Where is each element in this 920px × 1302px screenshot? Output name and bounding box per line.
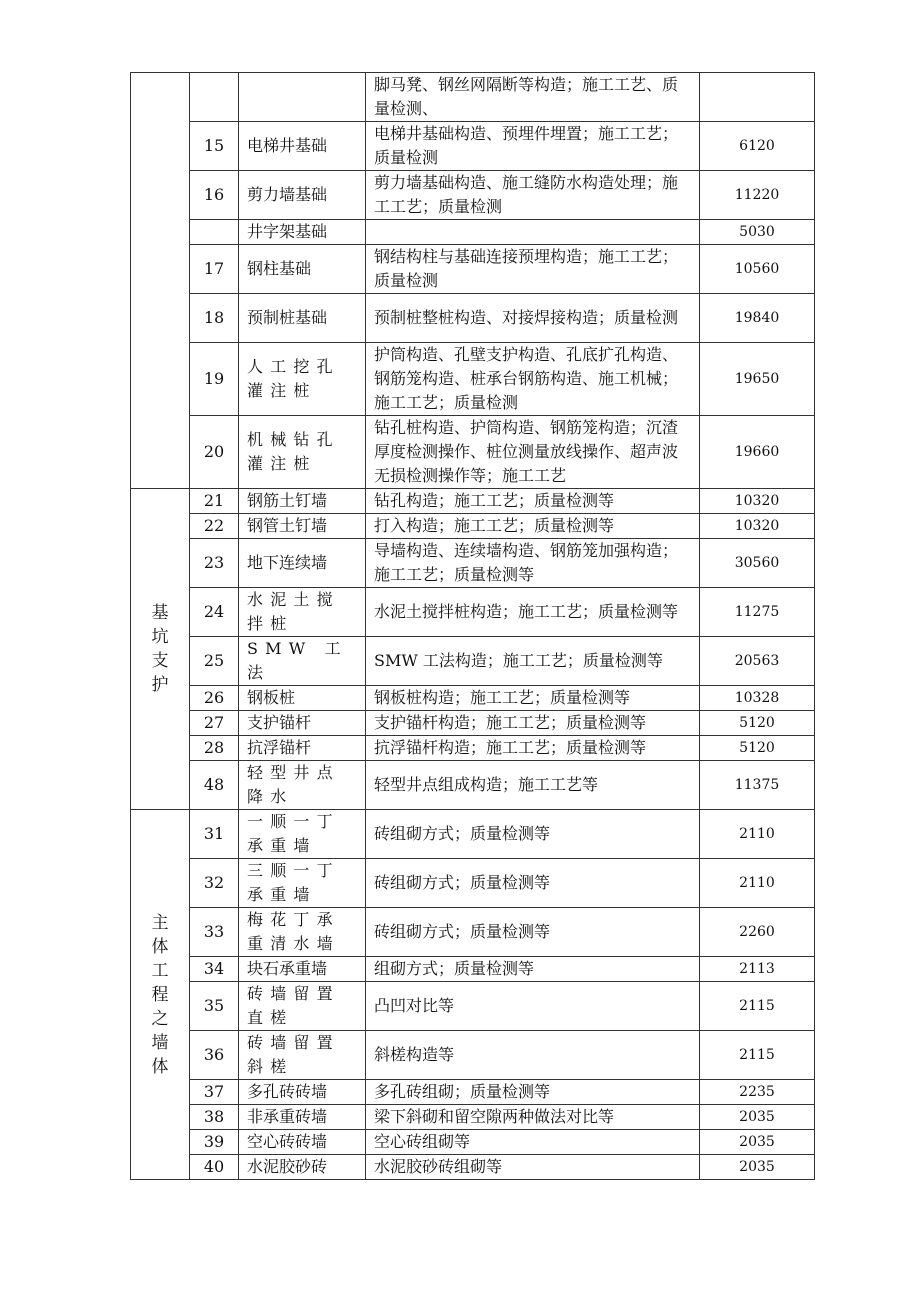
item-name: 一顺一丁承重墙 bbox=[239, 810, 366, 859]
item-name bbox=[239, 73, 366, 122]
item-name: 钢管土钉墙 bbox=[239, 514, 366, 539]
item-name: 水泥胶砂砖 bbox=[239, 1155, 366, 1180]
item-name: 电梯井基础 bbox=[239, 122, 366, 171]
item-description: 轻型井点组成构造；施工工艺等 bbox=[366, 761, 700, 810]
item-description: 斜槎构造等 bbox=[366, 1031, 700, 1080]
item-description: 空心砖组砌等 bbox=[366, 1130, 700, 1155]
item-hours bbox=[700, 73, 815, 122]
item-description: 导墙构造、连续墙构造、钢筋笼加强构造；施工工艺；质量检测等 bbox=[366, 539, 700, 588]
table-row bbox=[131, 245, 815, 294]
item-description: 砖组砌方式；质量检测等 bbox=[366, 908, 700, 957]
item-hours: 19650 bbox=[700, 343, 815, 416]
table-row bbox=[131, 686, 815, 711]
item-description: 多孔砖组砌；质量检测等 bbox=[366, 1080, 700, 1105]
table-row bbox=[131, 588, 815, 637]
item-description: 组砌方式；质量检测等 bbox=[366, 957, 700, 982]
table-row bbox=[131, 514, 815, 539]
table-row bbox=[131, 1080, 815, 1105]
table-row bbox=[131, 957, 815, 982]
item-description: 抗浮锚杆构造；施工工艺；质量检测等 bbox=[366, 736, 700, 761]
row-number: 26 bbox=[190, 686, 239, 711]
item-name: 支护锚杆 bbox=[239, 711, 366, 736]
item-hours: 6120 bbox=[700, 122, 815, 171]
row-number: 24 bbox=[190, 588, 239, 637]
item-hours: 30560 bbox=[700, 539, 815, 588]
item-hours: 19840 bbox=[700, 294, 815, 343]
item-description: 护筒构造、孔壁支护构造、孔底扩孔构造、钢筋笼构造、桩承台钢筋构造、施工机械；施工工艺；质量检测 bbox=[366, 343, 700, 416]
item-name: 机械钻孔灌注桩 bbox=[239, 416, 366, 489]
item-name: 非承重砖墙 bbox=[239, 1105, 366, 1130]
table-row bbox=[131, 122, 815, 171]
row-number: 19 bbox=[190, 343, 239, 416]
table-row bbox=[131, 982, 815, 1031]
item-description: 凸凹对比等 bbox=[366, 982, 700, 1031]
category-label-text: 基坑支护 bbox=[151, 603, 169, 695]
table-row bbox=[131, 761, 815, 810]
item-name: 轻型井点降水 bbox=[239, 761, 366, 810]
item-name: 水泥土搅拌桩 bbox=[239, 588, 366, 637]
item-hours: 19660 bbox=[700, 416, 815, 489]
row-number: 34 bbox=[190, 957, 239, 982]
table-row bbox=[131, 343, 815, 416]
category-cell-blank bbox=[131, 73, 190, 489]
item-name: 抗浮锚杆 bbox=[239, 736, 366, 761]
item-description: 电梯井基础构造、预埋件埋置；施工工艺；质量检测 bbox=[366, 122, 700, 171]
item-hours: 2110 bbox=[700, 859, 815, 908]
table-row bbox=[131, 810, 815, 859]
item-description: 水泥土搅拌桩构造；施工工艺；质量检测等 bbox=[366, 588, 700, 637]
row-number: 27 bbox=[190, 711, 239, 736]
row-number: 15 bbox=[190, 122, 239, 171]
item-name: 空心砖砖墙 bbox=[239, 1130, 366, 1155]
row-number: 38 bbox=[190, 1105, 239, 1130]
item-hours: 2115 bbox=[700, 982, 815, 1031]
category-label-text: 主体工程之墙体 bbox=[151, 912, 169, 1077]
table-row bbox=[131, 416, 815, 489]
table-row bbox=[131, 908, 815, 957]
table-row bbox=[131, 539, 815, 588]
item-name: 人工挖孔灌注桩 bbox=[239, 343, 366, 416]
item-name: 剪力墙基础 bbox=[239, 171, 366, 220]
row-number bbox=[190, 73, 239, 122]
item-name: 钢柱基础 bbox=[239, 245, 366, 294]
item-hours: 10328 bbox=[700, 686, 815, 711]
row-number: 35 bbox=[190, 982, 239, 1031]
item-hours: 2035 bbox=[700, 1155, 815, 1180]
item-hours: 2260 bbox=[700, 908, 815, 957]
category-label bbox=[131, 489, 190, 810]
item-hours: 5120 bbox=[700, 736, 815, 761]
item-hours: 10320 bbox=[700, 489, 815, 514]
item-description: 钢结构柱与基础连接预埋构造；施工工艺；质量检测 bbox=[366, 245, 700, 294]
item-description: 脚马凳、钢丝网隔断等构造；施工工艺、质量检测、 bbox=[366, 73, 700, 122]
item-hours: 2110 bbox=[700, 810, 815, 859]
row-number: 28 bbox=[190, 736, 239, 761]
row-number: 16 bbox=[190, 171, 239, 220]
item-hours: 11375 bbox=[700, 761, 815, 810]
table-row bbox=[131, 711, 815, 736]
item-name: 多孔砖砖墙 bbox=[239, 1080, 366, 1105]
item-hours: 2113 bbox=[700, 957, 815, 982]
row-number: 25 bbox=[190, 637, 239, 686]
item-hours: 20563 bbox=[700, 637, 815, 686]
project-table bbox=[130, 72, 815, 1180]
item-description: 钻孔构造；施工工艺；质量检测等 bbox=[366, 489, 700, 514]
row-number: 40 bbox=[190, 1155, 239, 1180]
item-description: 砖组砌方式；质量检测等 bbox=[366, 810, 700, 859]
item-hours: 10560 bbox=[700, 245, 815, 294]
item-name: 砖墙留置直槎 bbox=[239, 982, 366, 1031]
row-number bbox=[190, 220, 239, 245]
table-row bbox=[131, 220, 815, 245]
item-name: 钢板桩 bbox=[239, 686, 366, 711]
row-number: 36 bbox=[190, 1031, 239, 1080]
item-description: 钢板桩构造；施工工艺；质量检测等 bbox=[366, 686, 700, 711]
table-row bbox=[131, 171, 815, 220]
item-name: 地下连续墙 bbox=[239, 539, 366, 588]
item-name: 砖墙留置斜槎 bbox=[239, 1031, 366, 1080]
item-hours: 2035 bbox=[700, 1105, 815, 1130]
table-row bbox=[131, 736, 815, 761]
item-name: 预制桩基础 bbox=[239, 294, 366, 343]
item-description: 支护锚杆构造；施工工艺；质量检测等 bbox=[366, 711, 700, 736]
category-label bbox=[131, 810, 190, 1180]
item-description: 钻孔桩构造、护筒构造、钢筋笼构造；沉渣厚度检测操作、桩位测量放线操作、超声波无损检测操作等；施工工艺 bbox=[366, 416, 700, 489]
item-description: 剪力墙基础构造、施工缝防水构造处理；施工工艺；质量检测 bbox=[366, 171, 700, 220]
item-hours: 5120 bbox=[700, 711, 815, 736]
item-name: 三顺一丁承重墙 bbox=[239, 859, 366, 908]
row-number: 23 bbox=[190, 539, 239, 588]
table-row bbox=[131, 73, 815, 122]
table-row bbox=[131, 637, 815, 686]
item-hours: 11220 bbox=[700, 171, 815, 220]
row-number: 48 bbox=[190, 761, 239, 810]
item-description: 梁下斜砌和留空隙两种做法对比等 bbox=[366, 1105, 700, 1130]
item-hours: 10320 bbox=[700, 514, 815, 539]
item-description bbox=[366, 220, 700, 245]
row-number: 21 bbox=[190, 489, 239, 514]
row-number: 39 bbox=[190, 1130, 239, 1155]
row-number: 37 bbox=[190, 1080, 239, 1105]
item-name: SMW 工法 bbox=[239, 637, 366, 686]
item-name: 梅花丁承重清水墙 bbox=[239, 908, 366, 957]
item-description: 砖组砌方式；质量检测等 bbox=[366, 859, 700, 908]
table-body bbox=[131, 73, 815, 1180]
item-description: 预制桩整桩构造、对接焊接构造；质量检测 bbox=[366, 294, 700, 343]
row-number: 18 bbox=[190, 294, 239, 343]
item-name: 钢筋土钉墙 bbox=[239, 489, 366, 514]
table-row bbox=[131, 1155, 815, 1180]
row-number: 20 bbox=[190, 416, 239, 489]
table-row bbox=[131, 489, 815, 514]
item-hours: 5030 bbox=[700, 220, 815, 245]
table-row bbox=[131, 1031, 815, 1080]
row-number: 32 bbox=[190, 859, 239, 908]
item-name: 块石承重墙 bbox=[239, 957, 366, 982]
table-row bbox=[131, 1130, 815, 1155]
row-number: 31 bbox=[190, 810, 239, 859]
table-row bbox=[131, 859, 815, 908]
item-hours: 11275 bbox=[700, 588, 815, 637]
table-row bbox=[131, 294, 815, 343]
row-number: 22 bbox=[190, 514, 239, 539]
row-number: 17 bbox=[190, 245, 239, 294]
item-name: 井字架基础 bbox=[239, 220, 366, 245]
table-row bbox=[131, 1105, 815, 1130]
item-hours: 2235 bbox=[700, 1080, 815, 1105]
row-number: 33 bbox=[190, 908, 239, 957]
item-description: SMW 工法构造；施工工艺；质量检测等 bbox=[366, 637, 700, 686]
item-description: 打入构造；施工工艺；质量检测等 bbox=[366, 514, 700, 539]
item-hours: 2115 bbox=[700, 1031, 815, 1080]
item-hours: 2035 bbox=[700, 1130, 815, 1155]
item-description: 水泥胶砂砖组砌等 bbox=[366, 1155, 700, 1180]
